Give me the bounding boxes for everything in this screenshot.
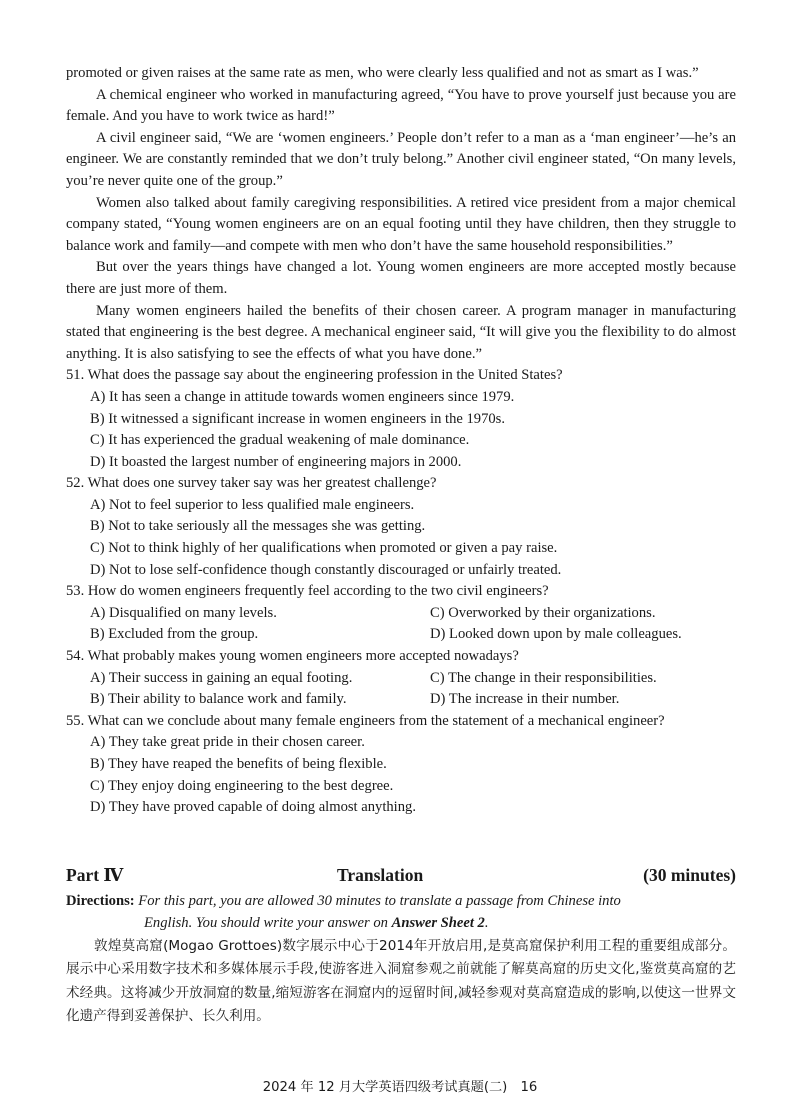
question-55: [66, 711, 736, 819]
passage-paragraph: Many women engineers hailed the benefits of their chosen career. A program manager in manufacturing stated that engineering is the best degree. A mechanical engineer said, “It will give you the flexibility to do almost anything. It is also satisfying to see the effects of what you have done.”: [66, 302, 736, 362]
answer-option: B) Excluded from the group.: [90, 626, 259, 643]
answer-option: D) Looked down upon by male colleagues.: [430, 626, 682, 643]
answer-option: A) They take great pride in their chosen career.: [90, 734, 365, 751]
page-footer: 2024 年 12 月大学英语四级考试真题(二) 16: [262, 1080, 538, 1095]
answer-option: C) They enjoy doing engineering to the best degree.: [90, 777, 394, 794]
answer-option: D) Not to lose self-confidence though constantly discouraged or unfairly treated.: [90, 561, 562, 578]
passage-paragraph: A civil engineer said, “We are ‘women engineers.’ People don’t refer to a man as a ‘man engineer’—he’s an engineer. We are constantly reminded that we don’t truly belong.” Another civil engineer stated, “On many levels, you’re never quite one of the group.”: [66, 129, 736, 189]
answer-option: A) Not to feel superior to less qualified male engineers.: [90, 496, 415, 513]
answer-option: A) It has seen a change in attitude towards women engineers since 1979.: [90, 388, 515, 405]
question-stem: 52. What does one survey taker say was her greatest challenge?: [66, 475, 437, 492]
question-stem: 51. What does the passage say about the engineering profession in the United States?: [66, 367, 563, 384]
reading-passage: [66, 63, 736, 819]
question-stem: 54. What probably makes young women engineers more accepted nowadays?: [66, 648, 519, 665]
answer-option: C) It has experienced the gradual weakening of male dominance.: [90, 432, 470, 449]
question-53: [66, 581, 736, 646]
answer-option: C) Not to think highly of her qualifications when promoted or given a pay raise.: [90, 540, 558, 557]
question-54: [66, 646, 736, 711]
answer-option: C) The change in their responsibilities.: [430, 669, 657, 686]
answer-option: B) It witnessed a significant increase in women engineers in the 1970s.: [90, 410, 506, 427]
directions: [66, 891, 736, 934]
passage-paragraph: A chemical engineer who worked in manufacturing agreed, “You have to prove yourself just because you are female. And you have to work twice as hard!”: [66, 86, 736, 125]
answer-option: D) It boasted the largest number of engineering majors in 2000.: [90, 453, 462, 470]
directions-end: .: [484, 914, 489, 931]
answer-option: D) The increase in their number.: [430, 691, 620, 708]
passage-paragraph: promoted or given raises at the same rate as men, who were clearly less qualified and not as smart as I was.”: [66, 65, 699, 81]
question-51: [66, 365, 736, 473]
directions-text: English. You should write your answer on: [144, 914, 388, 931]
answer-option: D) They have proved capable of doing almost anything.: [90, 799, 416, 816]
question-52: [66, 473, 736, 581]
question-stem: 55. What can we conclude about many female engineers from the statement of a mechanical engineer?: [66, 712, 665, 729]
translation-passage: 敦煌莫高窟(Mogao Grottoes)数字展示中心于2014年开放启用,是莫高窟保护利用工程的重要组成部分。展示中心采用数字技术和多媒体展示手段,使游客进入洞窟参观之前就能了解莫高窟的历史文化,鉴赏莫高窟的艺术经典。这将减少开放洞窟的数量,缩短游客在洞窟内的逗留时间,减轻参观对莫高窟造成的影响,以使这一世界文化遗产得到妥善保护、长久利用。: [66, 938, 736, 1025]
answer-option: C) Overworked by their organizations.: [430, 604, 656, 621]
answer-option: A) Their success in gaining an equal footing.: [90, 669, 353, 686]
passage-paragraph: Women also talked about family caregiving responsibilities. A retired vice president from a major chemical company stated, “Young women engineers are on an equal footing until they have children, then they struggle to balance work and family—and compete with men who don’t have the same household responsibilities.”: [66, 194, 736, 254]
answer-option: A) Disqualified on many levels.: [90, 604, 277, 621]
answer-option: B) They have reaped the benefits of being flexible.: [90, 756, 387, 772]
part-heading: [66, 865, 736, 889]
question-stem: 53. How do women engineers frequently feel according to the two civil engineers?: [66, 583, 549, 600]
part-title: Translation: [337, 865, 424, 885]
part-time: (30 minutes): [643, 865, 736, 885]
passage-paragraph: But over the years things have changed a lot. Young women engineers are more accepted mostly because there are just more of them.: [66, 259, 736, 297]
directions-text: For this part, you are allowed 30 minutes to translate a passage from Chinese into: [138, 893, 621, 909]
answer-sheet-ref: Answer Sheet 2: [391, 914, 485, 931]
answer-option: B) Their ability to balance work and family.: [90, 691, 347, 708]
answer-option: B) Not to take seriously all the messages she was getting.: [90, 518, 426, 535]
directions-label: Directions:: [66, 893, 135, 909]
part-label: Part Ⅳ: [66, 865, 124, 885]
